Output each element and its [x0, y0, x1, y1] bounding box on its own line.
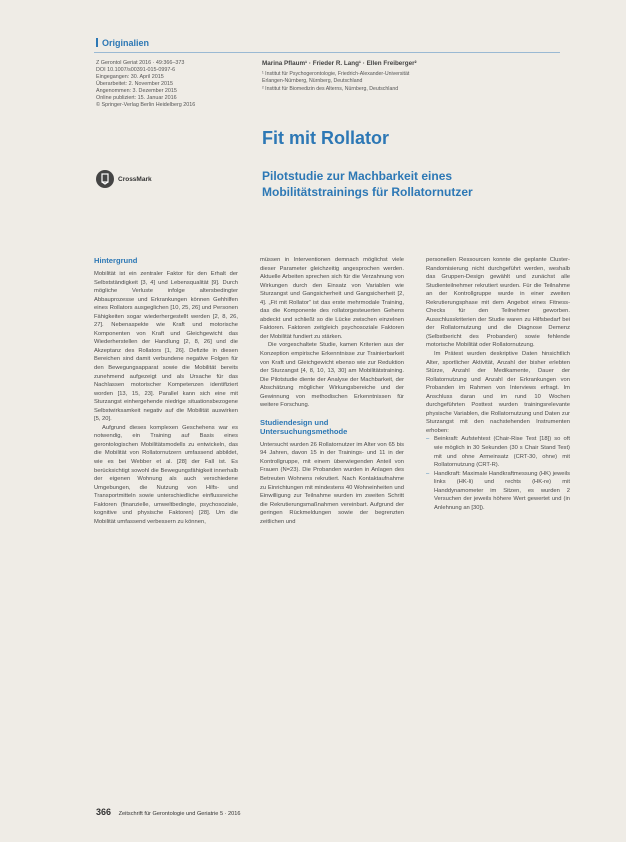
body-column-1 — [94, 256, 238, 526]
header-divider — [94, 52, 560, 53]
article-title: Fit mit Rollator — [262, 128, 389, 148]
list-item-text: Handkraft: Maximale Handkraftmessung (HK) jeweils links (HK-li) und rechts (HK-re) mit Handdynamometer im Sitzen, es wurden 2 Versuchen der jeweils höhere Wert gewertet und (in Anlehnung an [30]). — [434, 470, 570, 511]
crossmark-icon — [96, 170, 114, 188]
paragraph: Untersucht wurden 26 Rollatornutzer im Alter von 65 bis 94 Jahren, davon 15 in der Trainings- und 11 in der Kontrollgruppe, mit einem überwiegenden Anteil von Frauen (N=23). Die Probanden wurden in Anlagen des Betreuten Wohnens rekrutiert. Nach Kontaktaufnahme zu Einrichtungen mit mindestens 40 Wohneinheiten und Einwilligung zur Teilnahme wurden im zweiten Schritt die Rekrutierungsmaßnahmen vereinbart. Aufgrund der geringen Rückmeldungen sowie der begrenzten zeitlichen und — [260, 441, 404, 525]
paragraph: müssen in Interventionen demnach möglichst viele dieser Parameter gleichzeitig angesprochen werden. Aktuelle Arbeiten sprechen sich für die Verzahnung von Wirkungen durch den Einsatz von Variablen wie Sturzangst und Gangsicherheit und Gangsicherheit [2, 4]. „Fit mit Rollator“ ist das erste mehrmodale Training, das die Komponente des rollatorgesteuerten Gehens abdeckt und schließt so die Lücke zwischen einzelnen Faktoren. Faktoren zeitgleich psychosoziale Faktoren der Mobilität fundiert zu stärken. — [260, 257, 404, 340]
crossmark-badge[interactable] — [96, 170, 152, 188]
section-heading: Studiendesign und Untersuchungsmethode — [260, 417, 348, 436]
meta-line: Eingegangen: 30. April 2015 — [96, 74, 164, 80]
paragraph: Im Prätest wurden deskriptive Daten hinsichtlich Alter, sportlicher Aktivität, Anzahl der bisher erlebten Stürze, Anzahl der Medikamente, Dauer der Rollatornutzung und Anzahl der Erkrankungen von Probanden im Rahmen von Interviews erfragt. Im Anschluss daran und im rund 10 Wochen durchgeführten Posttest wurden trainingsrelevante physische Variablen, die Rollatornutzung und Daten zur Sturzangst mit den nachstehenden Instrumenten erhoben: — [426, 351, 570, 434]
list-item — [426, 470, 570, 513]
meta-line: Überarbeitet: 2. November 2015 — [96, 81, 174, 87]
paragraph: Die vorgeschaltete Studie, kamen Kriterien aus der Konzeption empirische Erkenntnisse zur Trainierbarkeit von Kraft und Gleichgewicht ebenso wie zur Reduktion der Sturzangst [4, 8, 10, 13, 30] am Mobilitätstraining. Die Pilotstudie diente der Analyse der Machbarkeit, der Abschätzung möglicher Wirkungsbereiche und der Gewinnung von methodischen Erkenntnissen für weitere Forschung. — [260, 342, 404, 409]
section-heading: Hintergrund — [94, 256, 138, 265]
body-column-3 — [426, 256, 570, 512]
meta-line: Angenommen: 3. Dezember 2015 — [96, 88, 177, 94]
crossmark-label: CrossMark — [118, 175, 152, 183]
affiliation-line: ¹ Institut für Psychogerontologie, Friedrich-Alexander-Universität — [262, 71, 410, 77]
section-label: Originalien — [96, 38, 149, 48]
meta-line: © Springer-Verlag Berlin Heidelberg 2016 — [96, 102, 196, 108]
bullet-dash-icon: – — [426, 470, 430, 477]
page-number: 366 — [96, 807, 112, 817]
journal-name: Zeitschrift für Gerontologie und Geriatrie 5 · 2016 — [118, 811, 241, 817]
list-item — [426, 435, 570, 469]
meta-line: Online publiziert: 15. Januar 2016 — [96, 95, 177, 101]
list-item-text: Beinkraft: Aufstehtest (Chair-Rise Test [18]) so oft wie möglich in 30 Sekunden (30 s Chair Stand Test) mit und ohne Armeinsatz (CRT-30, ohne) mit Rollatornutzung (CRT-R). — [434, 436, 570, 469]
paragraph: personellen Ressourcen konnte die geplante Cluster-Randomisierung nicht durchgeführt werden, weshalb das Gruppen-Design gewählt und zunächst alle Studienteilnehmer rekrutiert wurden. Für die Teilnahme an der Kontrollgruppe wurde in einer zweiten Rekrutierungsphase mit dem Angebot eines Fitness-Checks für den Teilnehmer geworben. Ausschlusskriterien der Studie waren zu Hilfsbedarf bei der Rollatornutzung und die Diagnose Demenz (Selbstbericht des Probanden) sowie fehlende motorische Mobilität oder Rollatornutzung. — [426, 257, 570, 349]
article-meta — [96, 60, 256, 109]
paragraph: Mobilität ist ein zentraler Faktor für den Erhalt der Selbstständigkeit [3, 4] und Lebensqualität [9]. Durch mögliche Verluste infolge altersbedingter Abbauprozesse und Erkrankungen können Gehhilfen eines Rollators ausgeglichen [10, 25, 26] und Personen Fähigkeiten sogar wiederhergestellt werden [2, 8, 26, 27]. Nebenaspekte wie Kraft und motorische Komponenten von Kraft und Gleichgewicht das Wiederherstellen der Handlung [2, 8, 26] und die Akzeptanz des Rollators [1, 26]. Defizite in diesen Bereichen sind damit verbundene negative Folgen für den Bewegungsapparat sowie die Mobilität bereits zunehmend aufgezeigt und als Ursache für das Nachlassen motorischer Kompetenzen identifiziert worden [13, 15, 23]. Parallel kann sich eine mit Sturzangst einhergehende niedrige situationsbezogene Selbstwirksamkeit negativ auf die Mobilität auswirken [5, 20]. — [94, 271, 238, 423]
meta-line: Z Gerontol Geriat 2016 · 49:366–373 — [96, 60, 185, 66]
affiliation-line: Erlangen-Nürnberg, Nürnberg, Deutschland — [262, 78, 363, 85]
bullet-dash-icon: – — [426, 436, 430, 443]
paragraph: Aufgrund dieses komplexen Geschehens war es notwendig, ein Training auf Basis eines gerontologischen Mobilitätsmodells zu entwickeln, das die Mobilität von Rollatornutzern umfassend abbildet, wie es bei Webber et al. [28] der Fall ist. Es berücksichtigt sowohl die Bewegungsfähigkeit innerhalb der eigenen Wohnung als auch verschiedene Umgebungen, die Nutzung von Hilfs- und Transportmitteln sowie unterschiedliche einflussreiche Faktoren (finanzielle, umweltbedingte, psychosoziale, kognitive und physische Faktoren) [28]. Um die Mobilität umfassend verbessern zu können, — [94, 424, 238, 525]
affiliation-line: ² Institut für Biomedizin des Alterns, Nürnberg, Deutschland — [262, 85, 399, 92]
article-subtitle: Pilotstudie zur Machbarkeit eines Mobilitätstrainings für Rollatornutzer — [262, 169, 473, 199]
affiliations — [262, 71, 552, 93]
meta-line: DOI 10.1007/s00391-015-0997-6 — [96, 67, 176, 73]
author-list: Marina Pflaum¹ · Frieder R. Lang¹ · Ellen Freiberger² — [262, 60, 417, 67]
page-footer — [96, 807, 240, 817]
body-column-2 — [260, 256, 404, 526]
